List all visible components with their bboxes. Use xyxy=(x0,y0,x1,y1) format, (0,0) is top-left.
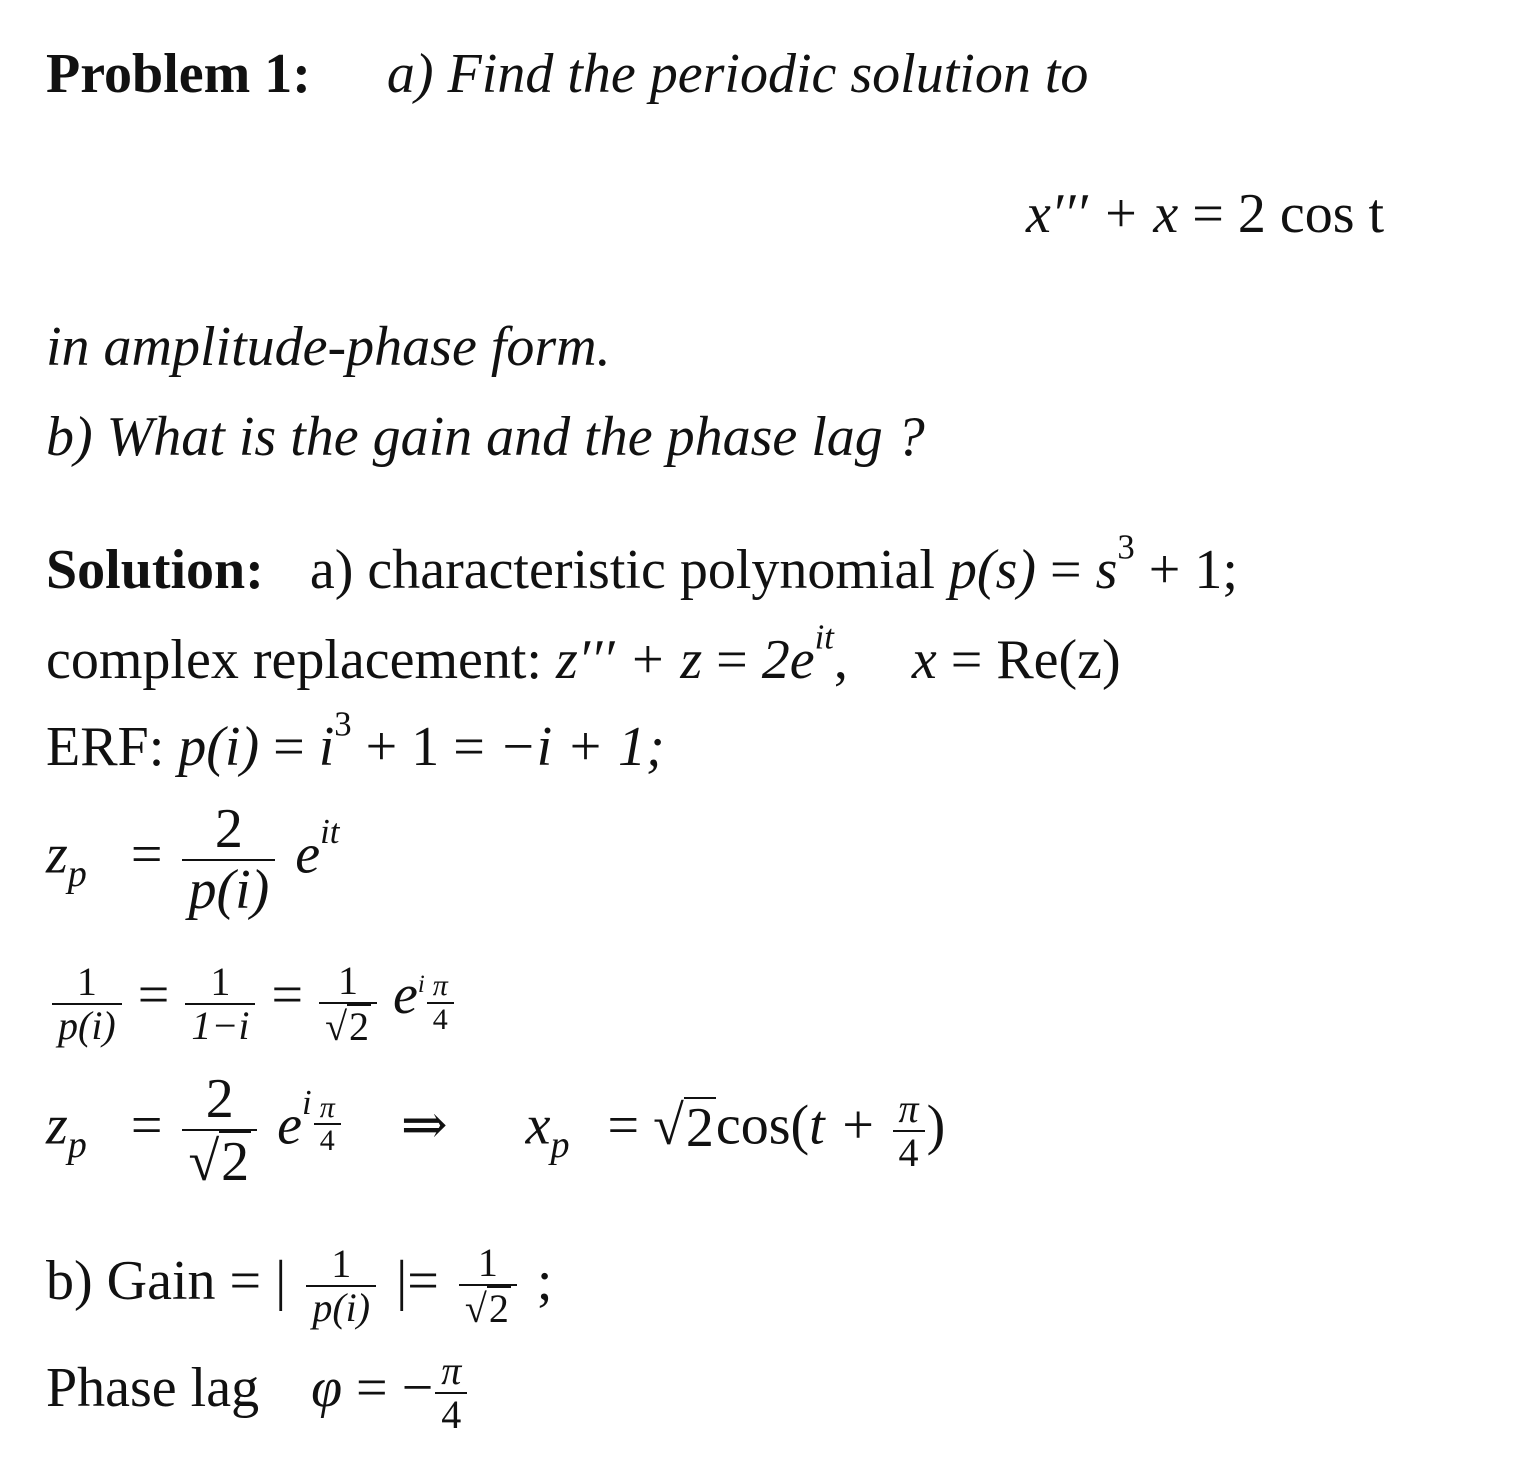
gain-den: p(i) xyxy=(306,1285,376,1329)
complex-base: 2e xyxy=(761,629,815,691)
implies-symbol: ⇒ xyxy=(400,1094,448,1157)
equation-lhs: x′′′ + x xyxy=(1026,183,1179,245)
equation-equals: = xyxy=(1192,183,1224,245)
char-rest: + 1; xyxy=(1148,539,1238,601)
problem-label: Problem 1: xyxy=(46,43,311,105)
zp1-num: 2 xyxy=(214,798,243,860)
zp1-eq: = xyxy=(130,823,163,886)
gain-bar-open: | xyxy=(275,1249,287,1312)
erf-eq: = xyxy=(273,716,305,778)
char-s: s xyxy=(1095,539,1118,601)
xp-eq: = xyxy=(607,1094,640,1157)
xp-t: t + xyxy=(809,1094,877,1157)
gain-den-2: √ 2 xyxy=(459,1284,517,1330)
gain-num: 1 xyxy=(331,1241,352,1286)
xp-phase-num: π xyxy=(898,1085,919,1131)
gain-line xyxy=(46,1242,552,1330)
recip-exp-i: i xyxy=(417,971,425,999)
recip-eq-2: = xyxy=(271,964,304,1027)
complex-eq: = xyxy=(716,629,748,691)
zp1-exp: it xyxy=(320,812,340,852)
recip-frac-3 xyxy=(319,960,377,1048)
erf-rhs: −i + 1; xyxy=(498,716,665,778)
complex-x: x xyxy=(911,629,937,691)
zp1-e: e xyxy=(295,823,321,886)
complex-line xyxy=(46,617,1121,692)
recip-den-2: 1−i xyxy=(185,1003,255,1047)
complex-re: Re(z) xyxy=(996,629,1121,691)
zp2-exp-frac xyxy=(314,1092,341,1157)
xp-amplitude: √ 2 xyxy=(653,1094,714,1159)
phase-label: Phase lag xyxy=(46,1356,260,1419)
phase-num: π xyxy=(441,1348,462,1393)
xp-phase-frac xyxy=(893,1085,925,1175)
recip-frac-1 xyxy=(52,961,122,1047)
problem-equation xyxy=(1026,182,1384,246)
gain-end: ; xyxy=(536,1249,553,1312)
zp2-z: z xyxy=(46,1094,68,1157)
phase-minus: − xyxy=(401,1356,434,1419)
gain-bar-close: |= xyxy=(396,1249,439,1312)
reciprocal-line xyxy=(46,960,456,1048)
zp2-eq: = xyxy=(130,1094,163,1157)
complex-eq2: = xyxy=(950,629,983,691)
erf-eq2: = xyxy=(453,716,485,778)
gain-frac xyxy=(306,1243,376,1329)
xp-phase-den: 4 xyxy=(893,1130,925,1174)
zp-second-line xyxy=(46,1070,945,1192)
complex-exp: it xyxy=(814,617,834,657)
zp-first-line xyxy=(46,800,339,920)
erf-mid: + 1 xyxy=(365,716,440,778)
char-intro: a) characteristic polynomial xyxy=(309,539,935,601)
char-p: p(s) xyxy=(948,539,1037,601)
zp2-exp-den: 4 xyxy=(314,1123,341,1157)
recip-exp-num: π xyxy=(432,969,448,1003)
problem-part-b: b) What is the gain and the phase lag ? xyxy=(46,406,925,468)
complex-intro: complex replacement: xyxy=(46,629,542,691)
zp1-z: z xyxy=(46,823,68,886)
zp2-sqrt-arg: 2 xyxy=(221,1130,250,1193)
gain-num-2: 1 xyxy=(477,1240,498,1285)
complex-lhs: z′′′ + z xyxy=(556,629,703,691)
recip-e: e xyxy=(393,964,418,1027)
zp1-fraction xyxy=(182,800,275,920)
xp-sub: p xyxy=(550,1123,570,1166)
zp2-sub: p xyxy=(67,1123,87,1166)
recip-den-1: p(i) xyxy=(52,1003,122,1047)
erf-line xyxy=(46,704,665,779)
problem-heading-line xyxy=(46,42,1088,106)
recip-den-3: √ 2 xyxy=(319,1002,377,1048)
zp2-exp-i: i xyxy=(302,1083,312,1123)
phase-den: 4 xyxy=(435,1392,467,1436)
recip-sqrt-arg: 2 xyxy=(349,1004,370,1049)
recip-num-2: 1 xyxy=(210,959,231,1004)
phase-line xyxy=(46,1350,469,1436)
char-exp: 3 xyxy=(1117,527,1135,567)
phase-frac xyxy=(435,1350,467,1436)
complex-sep: , xyxy=(833,629,848,691)
zp2-exp-num: π xyxy=(319,1090,335,1124)
xp-cos: cos( xyxy=(715,1094,810,1157)
solution-label: Solution: xyxy=(46,539,264,601)
xp-x: x xyxy=(525,1094,551,1157)
zp2-e: e xyxy=(277,1094,303,1157)
recip-eq-1: = xyxy=(137,964,170,1027)
gain-label: b) Gain = xyxy=(46,1249,262,1312)
xp-amp-arg: 2 xyxy=(685,1096,714,1159)
gain-frac-2 xyxy=(459,1242,517,1330)
phase-phi: φ xyxy=(311,1356,343,1419)
erf-exp: 3 xyxy=(334,704,352,744)
phase-eq: = xyxy=(356,1356,388,1419)
gain-sqrt-arg: 2 xyxy=(488,1286,509,1331)
char-eq: = xyxy=(1050,539,1082,601)
equation-rhs: 2 cos t xyxy=(1237,183,1385,245)
zp2-fraction xyxy=(182,1070,257,1192)
recip-num-1: 1 xyxy=(76,959,97,1004)
problem-part-a: a) Find the periodic solution to xyxy=(386,43,1089,105)
recip-exp-den: 4 xyxy=(427,1002,454,1036)
erf-p: p(i) xyxy=(178,716,260,778)
erf-i: i xyxy=(318,716,335,778)
zp2-den: √ 2 xyxy=(182,1129,257,1192)
recip-exp-frac xyxy=(427,970,454,1035)
recip-frac-2 xyxy=(185,961,255,1047)
erf-label: ERF: xyxy=(46,716,165,778)
recip-num-3: 1 xyxy=(338,958,359,1003)
zp2-num: 2 xyxy=(205,1068,234,1130)
solution-char-line xyxy=(46,527,1238,602)
problem-form-text: in amplitude-phase form. xyxy=(46,316,611,378)
zp1-den: p(i) xyxy=(182,859,275,920)
xp-close: ) xyxy=(926,1094,946,1157)
zp1-sub: p xyxy=(67,852,87,895)
